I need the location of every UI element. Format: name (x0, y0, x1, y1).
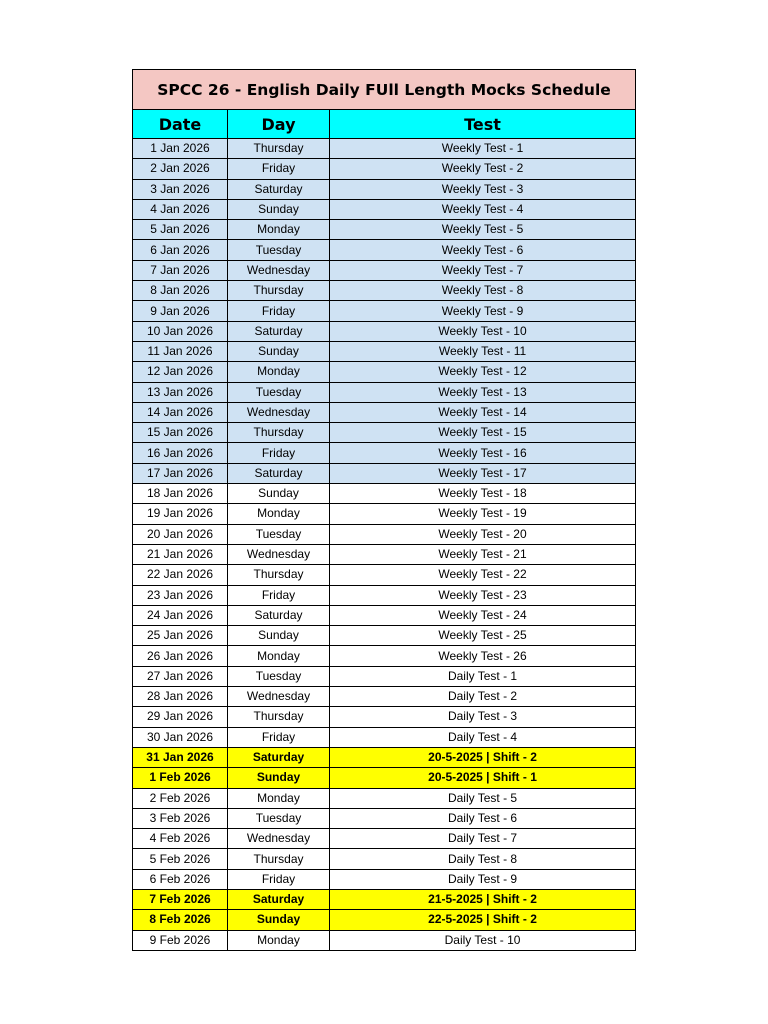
test-cell: Daily Test - 7 (330, 829, 636, 849)
test-cell: Daily Test - 6 (330, 808, 636, 828)
day-cell: Saturday (228, 889, 330, 909)
day-cell: Sunday (228, 768, 330, 788)
table-row (133, 463, 636, 483)
table-row (133, 402, 636, 422)
table-row (133, 889, 636, 909)
date-cell: 21 Jan 2026 (133, 544, 228, 564)
test-cell: Daily Test - 8 (330, 849, 636, 869)
test-cell: Weekly Test - 6 (330, 240, 636, 260)
test-cell: Weekly Test - 15 (330, 423, 636, 443)
day-cell: Friday (228, 727, 330, 747)
date-cell: 5 Jan 2026 (133, 220, 228, 240)
date-cell: 8 Jan 2026 (133, 281, 228, 301)
test-cell: Weekly Test - 22 (330, 565, 636, 585)
date-cell: 10 Jan 2026 (133, 321, 228, 341)
date-cell: 22 Jan 2026 (133, 565, 228, 585)
date-cell: 30 Jan 2026 (133, 727, 228, 747)
date-cell: 3 Jan 2026 (133, 179, 228, 199)
test-cell: Weekly Test - 12 (330, 362, 636, 382)
table-row (133, 707, 636, 727)
schedule-table (132, 69, 636, 951)
day-cell: Thursday (228, 565, 330, 585)
day-cell: Monday (228, 504, 330, 524)
test-cell: Weekly Test - 20 (330, 524, 636, 544)
date-cell: 4 Feb 2026 (133, 829, 228, 849)
table-row (133, 524, 636, 544)
day-cell: Friday (228, 301, 330, 321)
day-cell: Sunday (228, 626, 330, 646)
table-row (133, 788, 636, 808)
header-row (133, 110, 636, 139)
test-cell: Weekly Test - 5 (330, 220, 636, 240)
day-cell: Saturday (228, 463, 330, 483)
date-cell: 18 Jan 2026 (133, 484, 228, 504)
test-cell: Daily Test - 1 (330, 666, 636, 686)
test-cell: Daily Test - 4 (330, 727, 636, 747)
test-cell: Weekly Test - 8 (330, 281, 636, 301)
day-cell: Sunday (228, 199, 330, 219)
date-cell: 6 Feb 2026 (133, 869, 228, 889)
day-cell: Monday (228, 788, 330, 808)
date-cell: 14 Jan 2026 (133, 402, 228, 422)
table-row (133, 220, 636, 240)
date-cell: 23 Jan 2026 (133, 585, 228, 605)
table-row (133, 930, 636, 950)
day-cell: Wednesday (228, 260, 330, 280)
test-cell: 20-5-2025 | Shift - 2 (330, 747, 636, 767)
date-cell: 1 Feb 2026 (133, 768, 228, 788)
date-cell: 24 Jan 2026 (133, 605, 228, 625)
table-row (133, 544, 636, 564)
day-cell: Wednesday (228, 544, 330, 564)
day-cell: Wednesday (228, 687, 330, 707)
table-row (133, 484, 636, 504)
day-cell: Monday (228, 220, 330, 240)
day-cell: Saturday (228, 321, 330, 341)
day-cell: Saturday (228, 605, 330, 625)
table-row (133, 666, 636, 686)
column-header-date: Date (133, 110, 228, 139)
table-row (133, 321, 636, 341)
date-cell: 9 Jan 2026 (133, 301, 228, 321)
day-cell: Friday (228, 869, 330, 889)
day-cell: Saturday (228, 747, 330, 767)
date-cell: 13 Jan 2026 (133, 382, 228, 402)
test-cell: Weekly Test - 21 (330, 544, 636, 564)
table-row (133, 301, 636, 321)
test-cell: Daily Test - 9 (330, 869, 636, 889)
date-cell: 6 Jan 2026 (133, 240, 228, 260)
date-cell: 11 Jan 2026 (133, 341, 228, 361)
date-cell: 9 Feb 2026 (133, 930, 228, 950)
test-cell: 20-5-2025 | Shift - 1 (330, 768, 636, 788)
table-row (133, 382, 636, 402)
test-cell: Weekly Test - 16 (330, 443, 636, 463)
date-cell: 26 Jan 2026 (133, 646, 228, 666)
day-cell: Monday (228, 646, 330, 666)
day-cell: Sunday (228, 910, 330, 930)
table-row (133, 423, 636, 443)
day-cell: Sunday (228, 341, 330, 361)
test-cell: Weekly Test - 7 (330, 260, 636, 280)
column-header-day: Day (228, 110, 330, 139)
day-cell: Thursday (228, 707, 330, 727)
table-row (133, 768, 636, 788)
test-cell: Daily Test - 2 (330, 687, 636, 707)
test-cell: Weekly Test - 3 (330, 179, 636, 199)
day-cell: Tuesday (228, 666, 330, 686)
table-row (133, 687, 636, 707)
test-cell: Weekly Test - 1 (330, 139, 636, 159)
day-cell: Friday (228, 585, 330, 605)
test-cell: Weekly Test - 10 (330, 321, 636, 341)
date-cell: 28 Jan 2026 (133, 687, 228, 707)
day-cell: Thursday (228, 281, 330, 301)
test-cell: Weekly Test - 23 (330, 585, 636, 605)
table-row (133, 727, 636, 747)
date-cell: 12 Jan 2026 (133, 362, 228, 382)
day-cell: Tuesday (228, 524, 330, 544)
test-cell: Weekly Test - 26 (330, 646, 636, 666)
day-cell: Tuesday (228, 808, 330, 828)
date-cell: 15 Jan 2026 (133, 423, 228, 443)
table-row (133, 281, 636, 301)
test-cell: Daily Test - 3 (330, 707, 636, 727)
date-cell: 17 Jan 2026 (133, 463, 228, 483)
date-cell: 7 Jan 2026 (133, 260, 228, 280)
date-cell: 7 Feb 2026 (133, 889, 228, 909)
day-cell: Thursday (228, 423, 330, 443)
title-row (133, 70, 636, 110)
table-row (133, 443, 636, 463)
test-cell: Weekly Test - 24 (330, 605, 636, 625)
day-cell: Wednesday (228, 402, 330, 422)
date-cell: 31 Jan 2026 (133, 747, 228, 767)
table-row (133, 504, 636, 524)
table-row (133, 626, 636, 646)
test-cell: Weekly Test - 19 (330, 504, 636, 524)
date-cell: 2 Feb 2026 (133, 788, 228, 808)
day-cell: Friday (228, 443, 330, 463)
column-header-test: Test (330, 110, 636, 139)
date-cell: 27 Jan 2026 (133, 666, 228, 686)
test-cell: Daily Test - 5 (330, 788, 636, 808)
day-cell: Monday (228, 362, 330, 382)
date-cell: 3 Feb 2026 (133, 808, 228, 828)
test-cell: 21-5-2025 | Shift - 2 (330, 889, 636, 909)
test-cell: Weekly Test - 14 (330, 402, 636, 422)
test-cell: Weekly Test - 13 (330, 382, 636, 402)
table-row (133, 605, 636, 625)
day-cell: Sunday (228, 484, 330, 504)
table-row (133, 179, 636, 199)
date-cell: 25 Jan 2026 (133, 626, 228, 646)
table-row (133, 646, 636, 666)
table-row (133, 362, 636, 382)
date-cell: 2 Jan 2026 (133, 159, 228, 179)
day-cell: Friday (228, 159, 330, 179)
table-row (133, 910, 636, 930)
table-row (133, 260, 636, 280)
page-title: SPCC 26 - English Daily FUll Length Mocks Schedule (133, 70, 636, 110)
day-cell: Thursday (228, 849, 330, 869)
table-row (133, 565, 636, 585)
test-cell: Weekly Test - 25 (330, 626, 636, 646)
day-cell: Thursday (228, 139, 330, 159)
test-cell: Weekly Test - 2 (330, 159, 636, 179)
table-row (133, 808, 636, 828)
date-cell: 19 Jan 2026 (133, 504, 228, 524)
table-row (133, 139, 636, 159)
test-cell: 22-5-2025 | Shift - 2 (330, 910, 636, 930)
test-cell: Weekly Test - 18 (330, 484, 636, 504)
day-cell: Monday (228, 930, 330, 950)
test-cell: Weekly Test - 9 (330, 301, 636, 321)
date-cell: 4 Jan 2026 (133, 199, 228, 219)
day-cell: Tuesday (228, 382, 330, 402)
day-cell: Tuesday (228, 240, 330, 260)
date-cell: 1 Jan 2026 (133, 139, 228, 159)
table-row (133, 199, 636, 219)
date-cell: 20 Jan 2026 (133, 524, 228, 544)
table-row (133, 585, 636, 605)
date-cell: 16 Jan 2026 (133, 443, 228, 463)
schedule-body (133, 139, 636, 951)
table-row (133, 159, 636, 179)
table-row (133, 240, 636, 260)
table-row (133, 829, 636, 849)
table-row (133, 747, 636, 767)
test-cell: Daily Test - 10 (330, 930, 636, 950)
table-row (133, 849, 636, 869)
test-cell: Weekly Test - 4 (330, 199, 636, 219)
date-cell: 29 Jan 2026 (133, 707, 228, 727)
date-cell: 8 Feb 2026 (133, 910, 228, 930)
day-cell: Wednesday (228, 829, 330, 849)
table-row (133, 341, 636, 361)
day-cell: Saturday (228, 179, 330, 199)
test-cell: Weekly Test - 11 (330, 341, 636, 361)
table-row (133, 869, 636, 889)
date-cell: 5 Feb 2026 (133, 849, 228, 869)
test-cell: Weekly Test - 17 (330, 463, 636, 483)
